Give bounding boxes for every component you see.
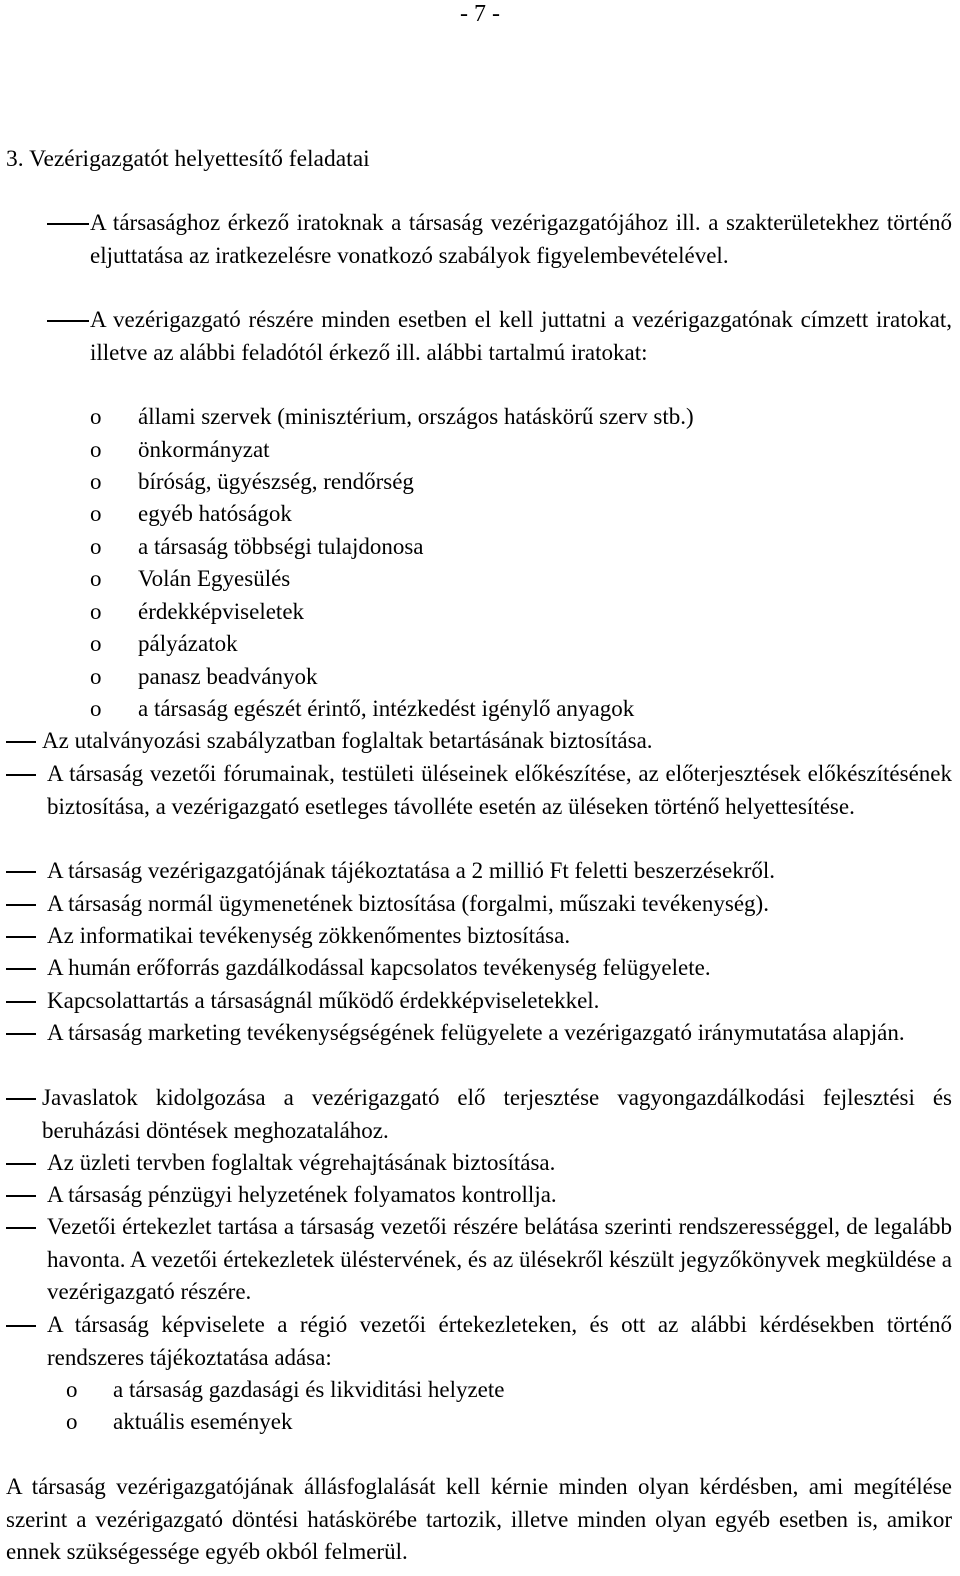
sub-item-text: pályázatok bbox=[138, 631, 238, 656]
section-heading: 3. Vezérigazgatót helyettesítő feladatai bbox=[6, 146, 370, 172]
list-item-text: A társaság képviselete a régió vezetői értekezleteken, és ott az alábbi kérdésekben történő rendszeres tájékoztatása adása: bbox=[47, 1312, 952, 1370]
list-item-text: A humán erőforrás gazdálkodással kapcsolatos tevékenység felügyelete. bbox=[47, 955, 711, 980]
sub-item-text: érdekképviseletek bbox=[138, 599, 305, 624]
list-item-text: Vezetői értekezlet tartása a társaság vezetői részére belátása szerinti rendszerességgel, de legalább havonta. A vezetői értekezletek üléstervének, és az ülésekről készült jegyzőkönyvek megküldése a vezérigazgató részére. bbox=[47, 1214, 952, 1304]
sub-marker: o bbox=[90, 534, 102, 559]
dash-marker bbox=[6, 904, 36, 906]
sub-item-text: a társaság egészét érintő, intézkedést igénylő anyagok bbox=[138, 696, 635, 721]
list-item-text: Az üzleti tervben foglaltak végrehajtásának biztosítása. bbox=[47, 1150, 556, 1175]
sub-item-text: állami szervek (minisztérium, országos hatáskörű szerv stb.) bbox=[138, 404, 694, 429]
list-item-text: Javaslatok kidolgozása a vezérigazgató elő terjesztése vagyongazdálkodási fejlesztési és beruházási döntések meghozatalához. bbox=[42, 1085, 952, 1143]
dash-marker bbox=[6, 1098, 36, 1100]
dash-marker bbox=[6, 936, 36, 938]
dash-marker bbox=[6, 968, 36, 970]
sub-item-text: Volán Egyesülés bbox=[138, 566, 291, 591]
dash-marker bbox=[6, 1001, 36, 1003]
page-number: - 7 - bbox=[460, 1, 500, 27]
sub-marker: o bbox=[90, 664, 102, 689]
sub-marker: o bbox=[90, 437, 102, 462]
list-item-text: Az informatikai tevékenység zökkenőmentes biztosítása. bbox=[47, 923, 571, 948]
sub-item-text: egyéb hatóságok bbox=[138, 501, 292, 526]
sub-marker: o bbox=[90, 631, 102, 656]
list-item-text: A társaság vezérigazgatójának tájékoztatása a 2 millió Ft feletti beszerzésekről. bbox=[47, 858, 776, 883]
dash-marker bbox=[6, 1227, 36, 1229]
list-item-text: A társaság marketing tevékenységségének felügyelete a vezérigazgató iránymutatása alapján. bbox=[47, 1020, 905, 1045]
dash-marker bbox=[6, 871, 36, 873]
sub-marker: o bbox=[90, 599, 102, 624]
dash-marker bbox=[6, 774, 36, 776]
closing-paragraph: A társaság vezérigazgatójának állásfoglalását kell kérnie minden olyan kérdésben, ami megítélése szerint a vezérigazgató döntési hatáskörébe tartozik, illetve minden olyan egyéb esetben is, amikor ennek szükségessége egyéb okból felmerül. bbox=[6, 1474, 952, 1564]
dash-marker bbox=[6, 1325, 36, 1327]
dash-marker bbox=[6, 1033, 36, 1035]
sub-item-text: bíróság, ügyészség, rendőrség bbox=[138, 469, 414, 494]
sub-item-text: önkormányzat bbox=[138, 437, 270, 462]
sub-item-text: panasz beadványok bbox=[138, 664, 318, 689]
sub-item-text: a társaság többségi tulajdonosa bbox=[138, 534, 424, 559]
list-item-text: Kapcsolattartás a társaságnál működő érdekképviseletekkel. bbox=[47, 988, 600, 1013]
list-item-text: A társaság normál ügymenetének biztosítása (forgalmi, műszaki tevékenység). bbox=[47, 891, 769, 916]
dash-marker bbox=[6, 1163, 36, 1165]
list-item-text: A társaság pénzügyi helyzetének folyamatos kontrollja. bbox=[47, 1182, 557, 1207]
list-item-text: A vezérigazgató részére minden esetben el kell juttatni a vezérigazgatónak címzett iratokat, illetve az alábbi feladótól érkező ill. alábbi tartalmú iratokat: bbox=[90, 307, 952, 365]
dash-marker bbox=[47, 320, 89, 322]
dash-marker bbox=[6, 741, 36, 743]
list-item-text: A társasághoz érkező iratoknak a társaság vezérigazgatójához ill. a szakterületekhez történő eljuttatása az iratkezelésre vonatkozó szabályok figyelembevételével. bbox=[90, 210, 952, 268]
dash-marker bbox=[47, 223, 89, 225]
sub-marker: o bbox=[90, 404, 102, 429]
dash-marker bbox=[6, 1195, 36, 1197]
sub-marker: o bbox=[66, 1377, 78, 1402]
list-item-text: Az utalványozási szabályzatban foglaltak betartásának biztosítása. bbox=[42, 728, 653, 753]
sub-marker: o bbox=[90, 696, 102, 721]
sub-marker: o bbox=[90, 469, 102, 494]
list-item-text: A társaság vezetői fórumainak, testületi üléseinek előkészítése, az előterjesztések előkészítésének biztosítása, a vezérigazgató esetleges távolléte esetén az üléseken történő helyettesítése. bbox=[47, 761, 952, 819]
sub-item-text: a társaság gazdasági és likviditási helyzete bbox=[113, 1377, 505, 1402]
sub-marker: o bbox=[90, 501, 102, 526]
sub-marker: o bbox=[66, 1409, 78, 1434]
sub-item-text: aktuális események bbox=[113, 1409, 293, 1434]
sub-marker: o bbox=[90, 566, 102, 591]
